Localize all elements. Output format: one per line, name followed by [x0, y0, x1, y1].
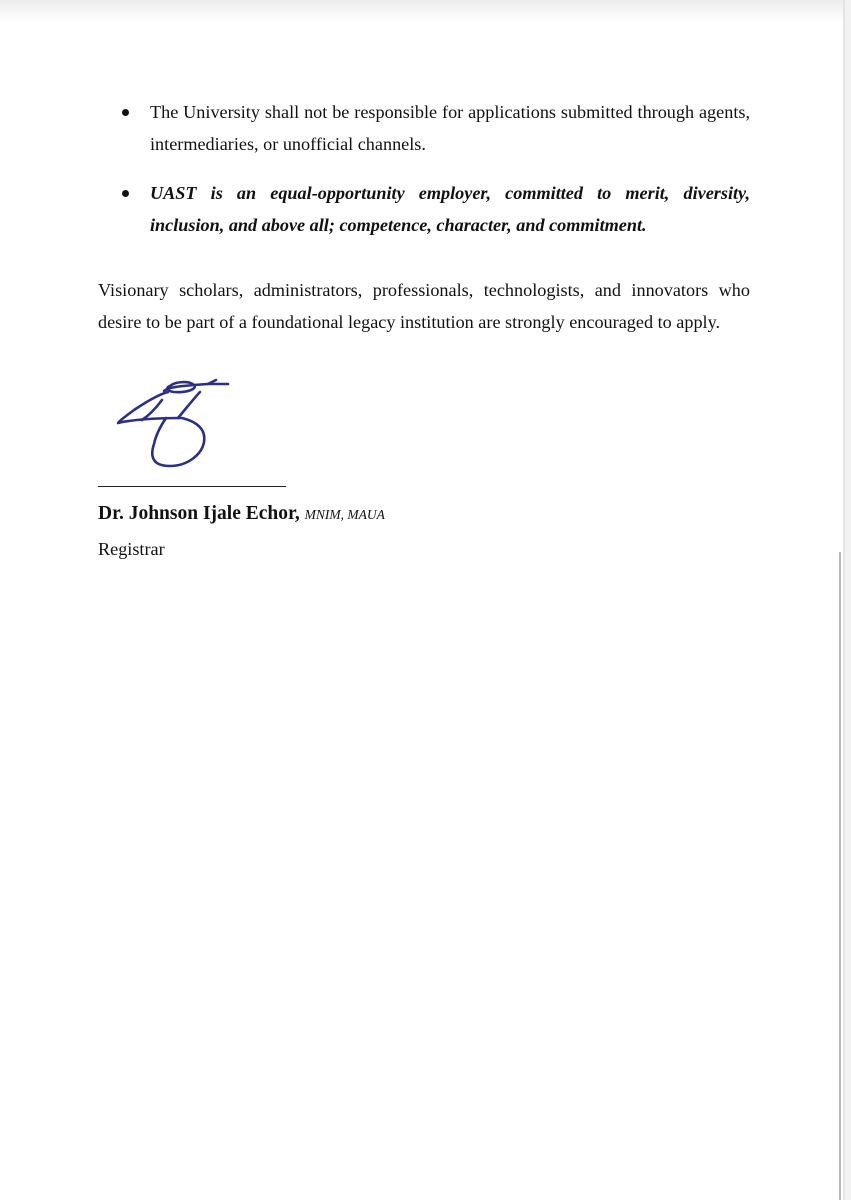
bullet-text: The University shall not be responsible for applications submitted through agents, intermediaries, or unofficial channels. — [150, 102, 750, 154]
list-item — [116, 96, 750, 160]
signatory-title: Registrar — [98, 539, 165, 559]
conditions-list — [116, 96, 750, 258]
bullet-icon — [122, 190, 129, 197]
list-item — [116, 177, 750, 241]
bullet-text-emphasized: UAST is an equal-opportunity employer, committed to merit, diversity, inclusion, and above all; competence, character, and commitment. — [150, 183, 750, 235]
scroll-indicator[interactable] — [839, 552, 841, 1200]
bullet-icon — [122, 109, 129, 116]
handwritten-signature — [108, 372, 238, 472]
page-top-shadow — [0, 0, 843, 22]
signatory-name-line — [98, 500, 385, 529]
signatory-name: Dr. Johnson Ijale Echor, — [98, 503, 300, 524]
signature-line — [98, 486, 286, 487]
closing-paragraph: Visionary scholars, administrators, professionals, technologists, and innovators who desire to be part of a foundational legacy institution are strongly encouraged to apply. — [98, 280, 750, 332]
signatory-postnominals: MNIM, MAUA — [304, 507, 385, 522]
